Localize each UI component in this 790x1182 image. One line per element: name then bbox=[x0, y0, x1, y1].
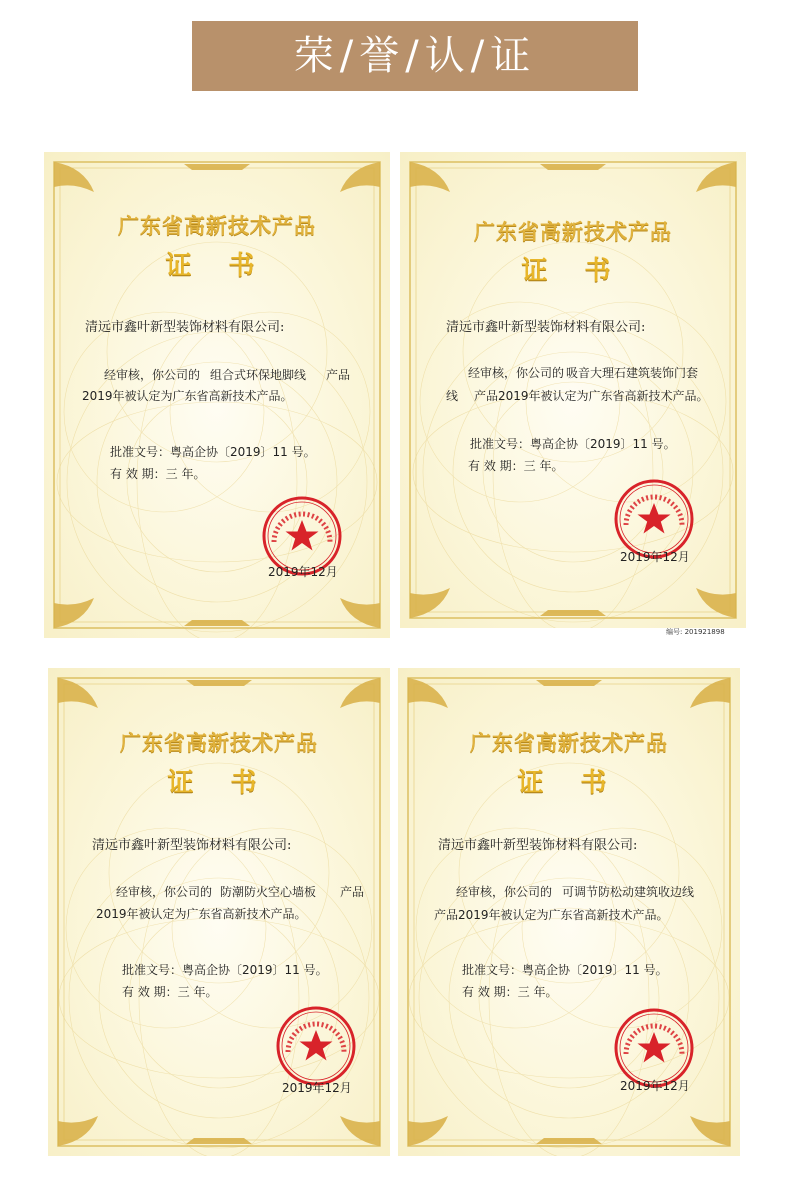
review-prefix: 经审核，你公司的 bbox=[468, 366, 565, 380]
approval-number: 批准文号：粤高企协〔2019〕11 号。 bbox=[110, 445, 316, 459]
validity-period: 有 效 期：三 年。 bbox=[110, 467, 206, 481]
company-name: 清远市鑫叶新型装饰材料有限公司: bbox=[92, 838, 292, 853]
review-prefix: 经审核，你公司的 bbox=[116, 885, 213, 899]
issue-date: 2019年12月 bbox=[620, 1079, 690, 1093]
certificate-card bbox=[44, 152, 390, 638]
approval-number: 批准文号：粤高企协〔2019〕11 号。 bbox=[462, 963, 668, 977]
certificate-subheader: 证 书 bbox=[521, 256, 625, 286]
review-prefix: 经审核，你公司的 bbox=[104, 368, 201, 382]
issue-date: 2019年12月 bbox=[620, 550, 690, 564]
section-title-banner: 荣/誉/认/证 bbox=[192, 21, 638, 91]
certificate-header: 广东省高新技术产品 bbox=[474, 220, 672, 244]
certificate-header: 广东省高新技术产品 bbox=[120, 731, 318, 755]
certificate-card bbox=[400, 152, 746, 628]
certificate-subheader: 证 书 bbox=[165, 251, 269, 281]
product-name-continued: 线 bbox=[446, 389, 459, 403]
review-suffix: 产品2019年被认定为广东省高新技术产品。 bbox=[474, 389, 709, 403]
validity-period: 有 效 期：三 年。 bbox=[462, 985, 558, 999]
recognition-text: 2019年被认定为广东省高新技术产品。 bbox=[82, 389, 293, 403]
certificate-header: 广东省高新技术产品 bbox=[470, 731, 668, 755]
review-suffix: 产品 bbox=[326, 368, 351, 382]
issue-date: 2019年12月 bbox=[282, 1081, 352, 1095]
certificate-card bbox=[398, 668, 740, 1156]
certificate-card bbox=[48, 668, 390, 1156]
validity-period: 有 效 期：三 年。 bbox=[122, 985, 218, 999]
certificate-serial-number: 编号: 201921898 bbox=[666, 628, 725, 636]
issue-date: 2019年12月 bbox=[268, 565, 338, 579]
product-name: 吸音大理石建筑装饰门套 bbox=[566, 366, 699, 380]
product-name: 可调节防松动建筑收边线 bbox=[562, 885, 695, 899]
approval-number: 批准文号：粤高企协〔2019〕11 号。 bbox=[470, 437, 676, 451]
review-suffix: 产品2019年被认定为广东省高新技术产品。 bbox=[434, 908, 669, 922]
recognition-text: 2019年被认定为广东省高新技术产品。 bbox=[96, 907, 307, 921]
validity-period: 有 效 期：三 年。 bbox=[468, 459, 564, 473]
company-name: 清远市鑫叶新型装饰材料有限公司: bbox=[438, 838, 638, 853]
certificate-subheader: 证 书 bbox=[517, 768, 621, 798]
certificate-header: 广东省高新技术产品 bbox=[118, 214, 316, 238]
approval-number: 批准文号：粤高企协〔2019〕11 号。 bbox=[122, 963, 328, 977]
product-name: 组合式环保地脚线 bbox=[210, 368, 307, 382]
certificate-subheader: 证 书 bbox=[167, 768, 271, 798]
official-seal bbox=[274, 1004, 358, 1088]
company-name: 清远市鑫叶新型装饰材料有限公司: bbox=[85, 320, 285, 335]
product-name: 防潮防火空心墙板 bbox=[220, 885, 317, 899]
review-suffix: 产品 bbox=[340, 885, 365, 899]
review-prefix: 经审核，你公司的 bbox=[456, 885, 553, 899]
company-name: 清远市鑫叶新型装饰材料有限公司: bbox=[446, 320, 646, 335]
